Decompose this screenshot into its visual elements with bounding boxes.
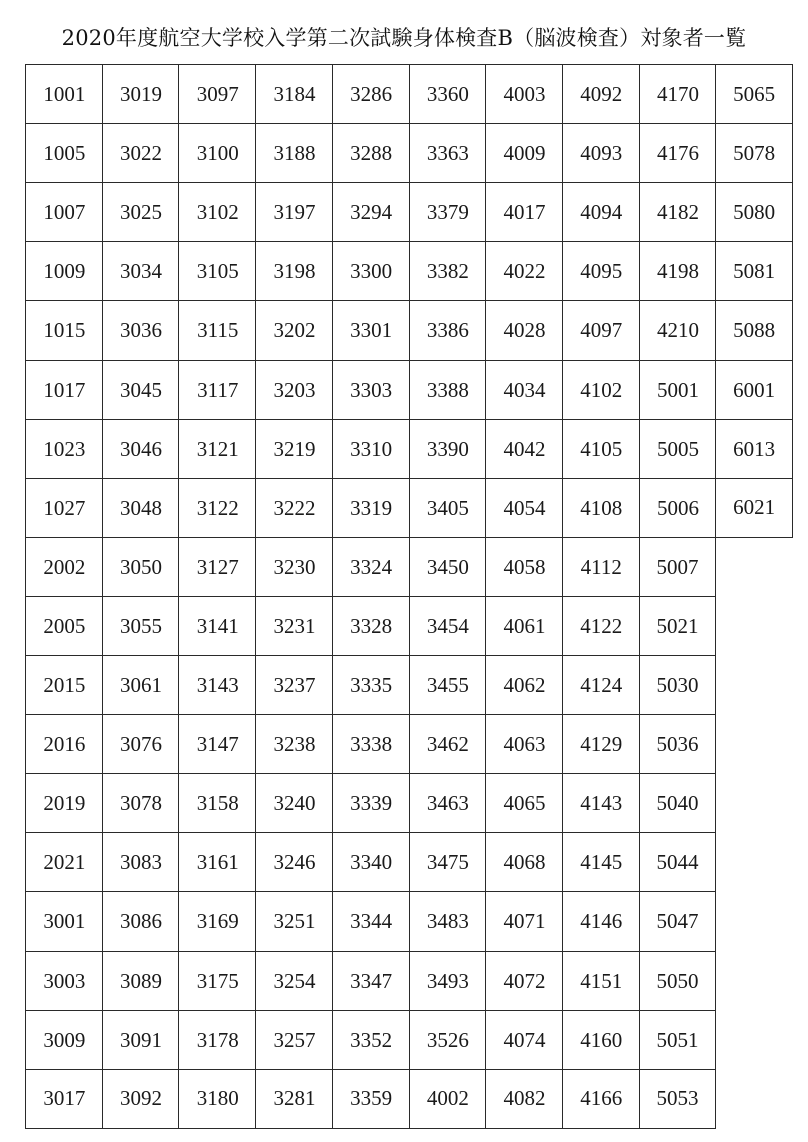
- table-cell: 4022: [485, 241, 563, 301]
- table-cell: 5050: [639, 951, 717, 1011]
- table-cell: 4072: [485, 951, 563, 1011]
- table-cell: 3078: [102, 773, 180, 833]
- table-cell: 3526: [409, 1010, 487, 1070]
- table-cell: 4054: [485, 478, 563, 538]
- table-cell: 3454: [409, 596, 487, 656]
- table-cell: 3009: [25, 1010, 103, 1070]
- table-cell: 3001: [25, 891, 103, 951]
- table-cell: 3105: [178, 241, 256, 301]
- table-cell: 3254: [255, 951, 333, 1011]
- table-cell: 5051: [639, 1010, 717, 1070]
- table-cell: 3115: [178, 300, 256, 360]
- table-cell: 4170: [639, 64, 717, 124]
- page-title: 2020年度航空大学校入学第二次試験身体検査B（脳波検査）対象者一覧: [61, 26, 747, 50]
- table-cell: 5030: [639, 655, 717, 715]
- table-cell: 1005: [25, 123, 103, 183]
- table-cell: 3390: [409, 419, 487, 479]
- table-cell: 3328: [332, 596, 410, 656]
- table-cell: 3158: [178, 773, 256, 833]
- table-cell: 4042: [485, 419, 563, 479]
- table-cell: 4095: [562, 241, 640, 301]
- table-cell: 3175: [178, 951, 256, 1011]
- table-cell: 3475: [409, 832, 487, 892]
- table-cell: 5040: [639, 773, 717, 833]
- table-cell: 3301: [332, 300, 410, 360]
- table-cell: 4097: [562, 300, 640, 360]
- table-cell: 3303: [332, 360, 410, 420]
- table-cell: 3003: [25, 951, 103, 1011]
- table-cell: 4062: [485, 655, 563, 715]
- table-cell: 3122: [178, 478, 256, 538]
- table-cell: 2021: [25, 832, 103, 892]
- table-cell: 2015: [25, 655, 103, 715]
- table-cell: 5001: [639, 360, 717, 420]
- table-cell: 3061: [102, 655, 180, 715]
- table-cell: 5081: [715, 241, 793, 301]
- table-cell: 3359: [332, 1069, 410, 1129]
- table-cell: 3180: [178, 1069, 256, 1129]
- table-cell: 5047: [639, 891, 717, 951]
- table-cell: 3246: [255, 832, 333, 892]
- table-cell: 5088: [715, 300, 793, 360]
- table-cell: 4068: [485, 832, 563, 892]
- table-cell: 3102: [178, 182, 256, 242]
- table-cell: 4017: [485, 182, 563, 242]
- table-cell: 3089: [102, 951, 180, 1011]
- table-cell: 4105: [562, 419, 640, 479]
- table-cell: 2019: [25, 773, 103, 833]
- table-cell: 4182: [639, 182, 717, 242]
- table-cell: 3455: [409, 655, 487, 715]
- table-cell: 3121: [178, 419, 256, 479]
- table-cell: 1023: [25, 419, 103, 479]
- table-cell: 3230: [255, 537, 333, 597]
- table-cell: 3025: [102, 182, 180, 242]
- table-cell: 4061: [485, 596, 563, 656]
- table-cell: 3046: [102, 419, 180, 479]
- table-cell: 4002: [409, 1069, 487, 1129]
- table-cell: 6021: [715, 478, 793, 538]
- table-cell: 1017: [25, 360, 103, 420]
- table-cell: 3237: [255, 655, 333, 715]
- table-cell: 3127: [178, 537, 256, 597]
- table-cell: 4082: [485, 1069, 563, 1129]
- table-cell: 4028: [485, 300, 563, 360]
- table-cell: 4003: [485, 64, 563, 124]
- table-cell: 3197: [255, 182, 333, 242]
- table-cell: 3143: [178, 655, 256, 715]
- table-cell: 4210: [639, 300, 717, 360]
- table-cell: 3219: [255, 419, 333, 479]
- table-cell: 5021: [639, 596, 717, 656]
- table-cell: 3288: [332, 123, 410, 183]
- table-cell: 4092: [562, 64, 640, 124]
- table-cell: 4102: [562, 360, 640, 420]
- table-cell: 4074: [485, 1010, 563, 1070]
- table-cell: 3335: [332, 655, 410, 715]
- table-cell: 3319: [332, 478, 410, 538]
- table-cell: 2005: [25, 596, 103, 656]
- table-cell: 4063: [485, 714, 563, 774]
- table-cell: 5080: [715, 182, 793, 242]
- table-cell: 3083: [102, 832, 180, 892]
- table-cell: 3251: [255, 891, 333, 951]
- table-cell: 4009: [485, 123, 563, 183]
- table-cell: 3231: [255, 596, 333, 656]
- table-cell: 3340: [332, 832, 410, 892]
- table-cell: 4034: [485, 360, 563, 420]
- table-cell: 5036: [639, 714, 717, 774]
- table-cell: 6013: [715, 419, 793, 479]
- table-cell: 3352: [332, 1010, 410, 1070]
- table-cell: 3022: [102, 123, 180, 183]
- table-cell: 3188: [255, 123, 333, 183]
- table-cell: 3055: [102, 596, 180, 656]
- table-cell: 1015: [25, 300, 103, 360]
- table-cell: 3184: [255, 64, 333, 124]
- table-cell: 1001: [25, 64, 103, 124]
- table-cell: 3281: [255, 1069, 333, 1129]
- table-cell: 3076: [102, 714, 180, 774]
- table-cell: 5006: [639, 478, 717, 538]
- table-cell: 3310: [332, 419, 410, 479]
- table-cell: 3360: [409, 64, 487, 124]
- table-cell: 2002: [25, 537, 103, 597]
- table-cell: 3034: [102, 241, 180, 301]
- table-cell: 4112: [562, 537, 640, 597]
- table-cell: 3388: [409, 360, 487, 420]
- table-cell: 4065: [485, 773, 563, 833]
- table-cell: 5007: [639, 537, 717, 597]
- table-cell: 4176: [639, 123, 717, 183]
- table-cell: 3100: [178, 123, 256, 183]
- table-cell: 3097: [178, 64, 256, 124]
- table-cell: 5005: [639, 419, 717, 479]
- table-cell: 3483: [409, 891, 487, 951]
- table-cell: 3382: [409, 241, 487, 301]
- table-cell: 3450: [409, 537, 487, 597]
- table-cell: 1027: [25, 478, 103, 538]
- table-cell: 6001: [715, 360, 793, 420]
- table-cell: 3238: [255, 714, 333, 774]
- table-cell: 3161: [178, 832, 256, 892]
- table-cell: 4094: [562, 182, 640, 242]
- table-cell: 3286: [332, 64, 410, 124]
- table-cell: 4071: [485, 891, 563, 951]
- table-cell: 3347: [332, 951, 410, 1011]
- table-cell: 4124: [562, 655, 640, 715]
- table-cell: 4160: [562, 1010, 640, 1070]
- table-cell: 3178: [178, 1010, 256, 1070]
- table-cell: 3405: [409, 478, 487, 538]
- table-cell: 1007: [25, 182, 103, 242]
- table-cell: 3493: [409, 951, 487, 1011]
- table-cell: 3257: [255, 1010, 333, 1070]
- table-cell: 5065: [715, 64, 793, 124]
- table-cell: 3339: [332, 773, 410, 833]
- table-cell: 3386: [409, 300, 487, 360]
- table-cell: 3379: [409, 182, 487, 242]
- table-cell: 4146: [562, 891, 640, 951]
- table-cell: 4143: [562, 773, 640, 833]
- table-cell: 3240: [255, 773, 333, 833]
- table-cell: 3203: [255, 360, 333, 420]
- table-cell: 3294: [332, 182, 410, 242]
- table-cell: 3036: [102, 300, 180, 360]
- table-cell: 3363: [409, 123, 487, 183]
- table-cell: 3092: [102, 1069, 180, 1129]
- candidate-number-table: [25, 64, 792, 1130]
- table-cell: 4122: [562, 596, 640, 656]
- table-cell: 4058: [485, 537, 563, 597]
- table-cell: 3019: [102, 64, 180, 124]
- table-cell: 3050: [102, 537, 180, 597]
- table-cell: 3017: [25, 1069, 103, 1129]
- table-cell: 3147: [178, 714, 256, 774]
- table-cell: 3141: [178, 596, 256, 656]
- table-cell: 4108: [562, 478, 640, 538]
- table-cell: 3198: [255, 241, 333, 301]
- table-cell: 3462: [409, 714, 487, 774]
- table-cell: 3086: [102, 891, 180, 951]
- table-cell: 4198: [639, 241, 717, 301]
- table-cell: 5078: [715, 123, 793, 183]
- table-cell: 3324: [332, 537, 410, 597]
- table-cell: 3300: [332, 241, 410, 301]
- table-cell: 3338: [332, 714, 410, 774]
- table-cell: 4151: [562, 951, 640, 1011]
- table-cell: 4129: [562, 714, 640, 774]
- table-cell: 3045: [102, 360, 180, 420]
- table-cell: 4145: [562, 832, 640, 892]
- table-cell: 5053: [639, 1069, 717, 1129]
- table-cell: 2016: [25, 714, 103, 774]
- table-cell: 1009: [25, 241, 103, 301]
- table-cell: 3463: [409, 773, 487, 833]
- table-cell: 3344: [332, 891, 410, 951]
- table-cell: 3117: [178, 360, 256, 420]
- table-cell: 3202: [255, 300, 333, 360]
- table-cell: 5044: [639, 832, 717, 892]
- table-cell: 4093: [562, 123, 640, 183]
- table-cell: 3169: [178, 891, 256, 951]
- table-cell: 3048: [102, 478, 180, 538]
- table-cell: 3222: [255, 478, 333, 538]
- table-cell: 4166: [562, 1069, 640, 1129]
- table-cell: 3091: [102, 1010, 180, 1070]
